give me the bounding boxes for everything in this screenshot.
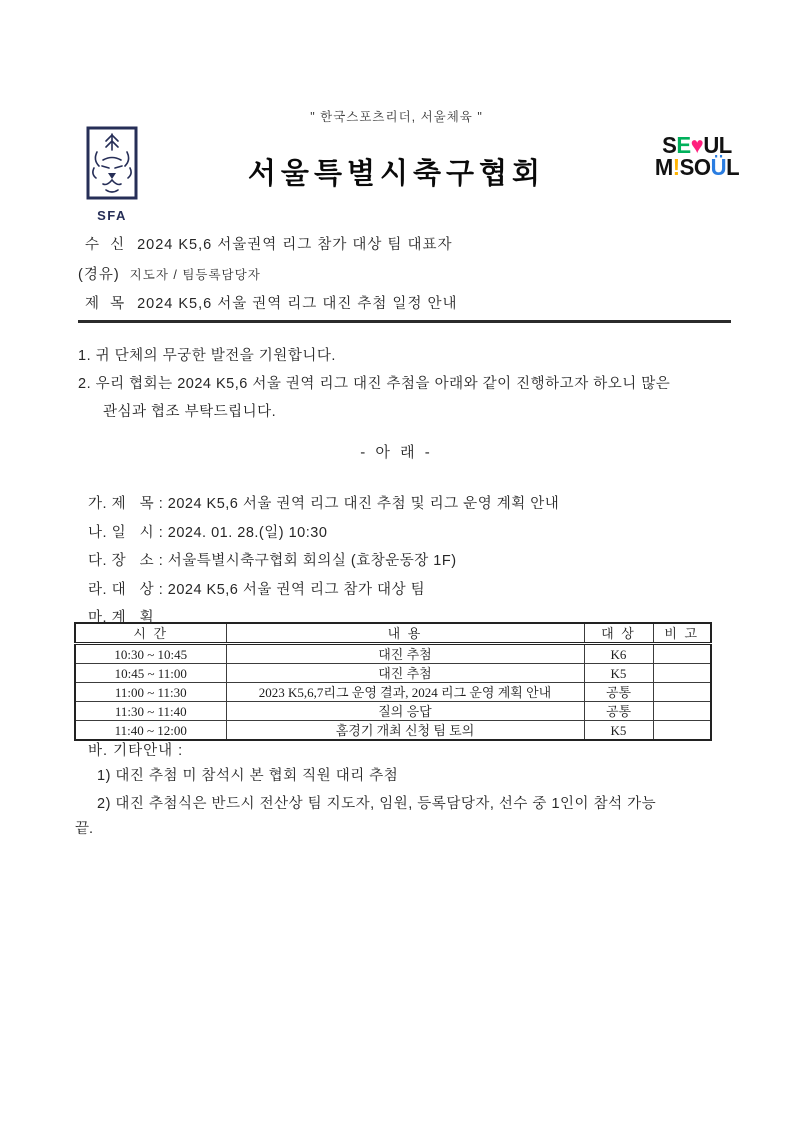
schedule-cell: [653, 702, 711, 721]
schedule-cell: K6: [584, 644, 653, 664]
subject-row: [85, 292, 458, 313]
details-list: [88, 490, 559, 633]
header-divider: [78, 320, 731, 323]
schedule-cell: [653, 683, 711, 702]
recipient-via-value: 지도자 / 팀등록담당자: [129, 268, 261, 282]
schedule-table: [74, 622, 712, 741]
note-item-1: 1) 대진 추첨 미 참석시 본 협회 직원 대리 추첨: [97, 768, 399, 784]
schedule-cell: 공통: [584, 683, 653, 702]
schedule-cell: 11:40 ~ 12:00: [75, 721, 226, 741]
schedule-col-header: 시 간: [75, 623, 226, 644]
sfa-logo-label: SFA: [97, 208, 127, 223]
schedule-cell: 홈경기 개최 신청 팀 토의: [226, 721, 584, 741]
schedule-cell: 10:45 ~ 11:00: [75, 664, 226, 683]
schedule-row: [75, 683, 711, 702]
below-marker: - 아 래 -: [360, 444, 433, 461]
schedule-col-header: 비 고: [653, 623, 711, 644]
schedule-row: [75, 702, 711, 721]
schedule-table-wrap: [74, 622, 712, 741]
schedule-cell: [653, 644, 711, 664]
recipient-via-label: (경유): [78, 267, 120, 283]
schedule-cell: 10:30 ~ 10:45: [75, 644, 226, 664]
schedule-row: [75, 644, 711, 664]
recipient-to-label: 수 신: [85, 237, 126, 253]
schedule-cell: K5: [584, 721, 653, 741]
recipient-via-row: [78, 263, 261, 284]
schedule-cell: [653, 664, 711, 683]
detail-place: 다. 장 소 : 서울특별시축구협회 회의실 (효창운동장 1F): [88, 553, 457, 570]
detail-subject: 가. 제 목 : 2024 K5,6 서울 권역 리그 대진 추첨 및 리그 운영 계획 안내: [88, 496, 560, 512]
schedule-cell: 대진 추첨: [226, 664, 584, 683]
schedule-cell: 11:30 ~ 11:40: [75, 702, 226, 721]
subject-value: 2024 K5,6 서울 권역 리그 대진 추첨 일정 안내: [137, 296, 458, 312]
org-title: 서울특별시축구협회: [247, 158, 546, 190]
note-item-2: 2) 대진 추첨식은 반드시 전산상 팀 지도자, 임원, 등록담당자, 선수 중 1인이 참석 가능: [97, 796, 657, 812]
subject-label: 제 목: [85, 296, 126, 312]
schedule-row: [75, 721, 711, 741]
body-paragraph-2-line1: 2. 우리 협회는 2024 K5,6 서울 권역 리그 대진 추첨을 아래와 같이 진행하고자 하오니 많은: [78, 376, 671, 392]
detail-plan: 마. 계 획: [88, 610, 155, 627]
schedule-cell: 대진 추첨: [226, 644, 584, 664]
schedule-cell: 질의 응답: [226, 702, 584, 721]
schedule-row: [75, 664, 711, 683]
schedule-cell: 11:00 ~ 11:30: [75, 683, 226, 702]
seoul-my-soul-line2: M!SOÜL: [654, 153, 740, 180]
seoul-my-soul-line1: SE♥UL: [662, 132, 732, 158]
document-end-marker: 끝.: [75, 821, 94, 837]
detail-target: 라. 대 상 : 2024 K5,6 서울 권역 리그 참가 대상 팀: [88, 581, 426, 598]
header-quote: " 한국스포츠리더, 서울체육 ": [310, 110, 483, 124]
body-paragraph-2-line2: 관심과 협조 부탁드립니다.: [103, 404, 277, 420]
schedule-cell: 공통: [584, 702, 653, 721]
schedule-cell: K5: [584, 664, 653, 683]
schedule-col-header: 내 용: [226, 623, 584, 644]
notes-heading: 바. 기타안내 :: [88, 743, 184, 759]
seoul-my-soul-logo: [654, 132, 740, 180]
detail-datetime: 나. 일 시 : 2024. 01. 28.(일) 10:30: [88, 524, 328, 541]
recipient-to-value: 2024 K5,6 서울권역 리그 참가 대상 팀 대표자: [137, 237, 453, 253]
schedule-col-header: 대 상: [584, 623, 653, 644]
recipient-to-row: [85, 233, 452, 254]
body-paragraph-1: 1. 귀 단체의 무궁한 발전을 기원합니다.: [78, 348, 336, 364]
schedule-cell: 2023 K5,6,7리그 운영 결과, 2024 리그 운영 계획 안내: [226, 683, 584, 702]
schedule-cell: [653, 721, 711, 741]
